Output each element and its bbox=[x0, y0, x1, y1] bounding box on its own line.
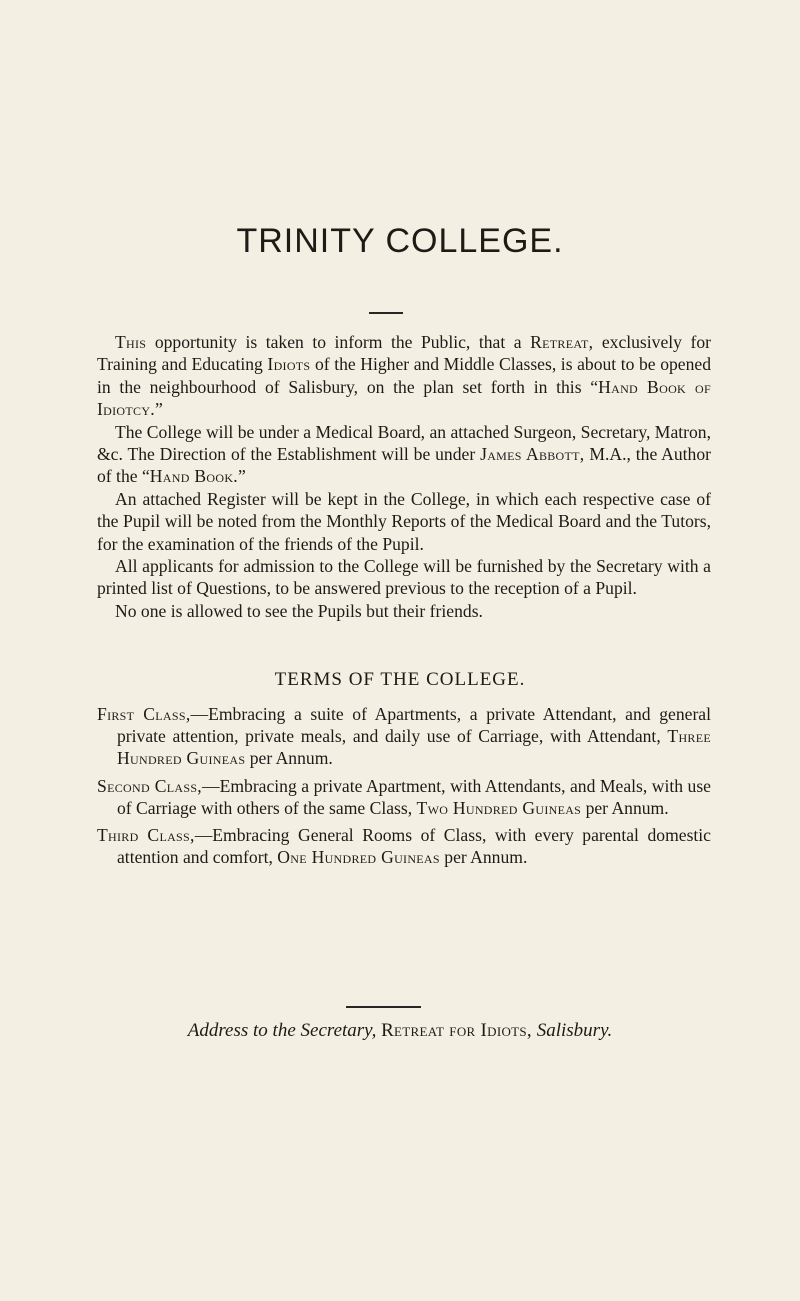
handbook-ref: Hand Book. bbox=[149, 466, 238, 487]
author-name: James Abbott, bbox=[480, 444, 585, 465]
second-class-label: Second Class, bbox=[97, 775, 202, 796]
paragraph-opening: This opportunity is taken to inform the Public, that a Retreat, exclusively for Training and Educating Idiots of the Higher and Middle Classes, is about to be opened in the neighbourhood of Salisbury, on the plan set forth in this “Hand Book of Idiotcy.” bbox=[97, 332, 712, 420]
announcement-body bbox=[97, 331, 711, 622]
title-divider bbox=[369, 312, 403, 314]
handbook-title: Hand Book of Idiotcy. bbox=[97, 376, 711, 420]
paragraph-staff: The College will be under a Medical Board, an attached Surgeon, Secretary, Matron, &c. The Direction of the Establishment will be under James Abbott, M.A., the Author of the “Hand Book.” bbox=[97, 421, 712, 487]
paragraph-register: An attached Register will be kept in the College, in which each respective case of the Pupil will be noted from the Monthly Reports of the Medical Board and the Tutors, for the examination of the friends of the Pupil. bbox=[97, 488, 711, 554]
retreat-name: Retreat for Idiots, bbox=[381, 1020, 532, 1041]
second-class-price: Two Hundred Guineas bbox=[416, 797, 582, 818]
third-class-price: One Hundred Guineas bbox=[277, 847, 440, 868]
page-title: TRINITY COLLEGE. bbox=[236, 222, 564, 260]
third-class-label: Third Class, bbox=[97, 825, 195, 846]
paragraph-visitors: No one is allowed to see the Pupils but their friends. bbox=[115, 600, 483, 621]
first-class-label: First Class, bbox=[97, 704, 191, 724]
retreat-term: Retreat, bbox=[530, 332, 594, 352]
first-class-price: Three Hundred Guineas bbox=[117, 726, 711, 769]
address-line: Address to the Secretary, Retreat for Idiots, Salisbury. bbox=[187, 1020, 613, 1041]
idiots-term: Idiots bbox=[267, 354, 311, 375]
third-class-entry: Third Class,—Embracing General Rooms of Class, with every parental domestic attention and comfort, One Hundred Guineas per Annum. bbox=[97, 825, 711, 868]
opening-word: This bbox=[115, 332, 147, 352]
address-divider bbox=[346, 1006, 421, 1008]
terms-list bbox=[97, 703, 711, 873]
paragraph-applicants: All applicants for admission to the College will be furnished by the Secretary with a printed list of Questions, to be answered previous to the reception of a Pupil. bbox=[97, 556, 711, 599]
first-class-entry: First Class,—Embracing a suite of Apartments, a private Attendant, and general private attention, private meals, and daily use of Carriage, with Attendant, Three Hundred Guineas per Annum. bbox=[97, 704, 711, 769]
terms-heading: TERMS OF THE COLLEGE. bbox=[274, 669, 526, 690]
second-class-entry: Second Class,—Embracing a private Apartment, with Attendants, and Meals, with use of Carriage with others of the same Class, Two Hundred Guineas per Annum. bbox=[97, 775, 711, 818]
